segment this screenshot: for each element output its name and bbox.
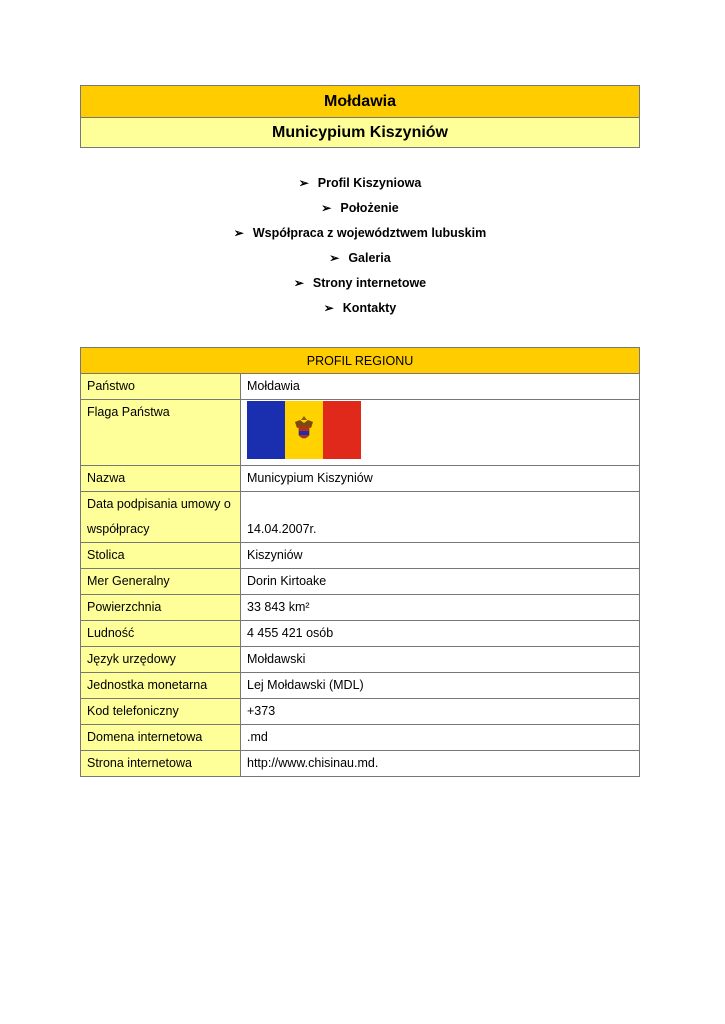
arrow-bullet-icon: ➢	[233, 225, 244, 240]
arrow-bullet-icon: ➢	[323, 300, 334, 315]
menu-item-gallery[interactable]: ➢ Galeria	[329, 250, 391, 265]
row-label: Stolica	[81, 543, 241, 569]
region-profile-table	[80, 347, 640, 777]
region-title: Municypium Kiszyniów	[81, 118, 639, 147]
table-row	[81, 374, 640, 400]
row-label: Strona internetowa	[81, 751, 241, 777]
row-label: Mer Generalny	[81, 569, 241, 595]
row-value: Dorin Kirtoake	[241, 569, 640, 595]
section-menu	[80, 170, 640, 320]
row-value: Mołdawski	[241, 647, 640, 673]
row-label: Państwo	[81, 374, 241, 400]
row-label: Język urzędowy	[81, 647, 241, 673]
row-label: Kod telefoniczny	[81, 699, 241, 725]
menu-item-cooperation[interactable]: ➢ Współpraca z województwem lubuskim	[233, 225, 487, 240]
row-value: Kiszyniów	[241, 543, 640, 569]
table-row	[81, 466, 640, 492]
menu-item-location[interactable]: ➢ Położenie	[321, 200, 399, 215]
table-row	[81, 543, 640, 569]
row-value: 14.04.2007r.	[241, 492, 640, 543]
row-value: Mołdawia	[241, 374, 640, 400]
website-link[interactable]: http://www.chisinau.md.	[241, 751, 640, 777]
table-row	[81, 699, 640, 725]
arrow-bullet-icon: ➢	[293, 275, 304, 290]
row-value: +373	[241, 699, 640, 725]
table-row	[81, 595, 640, 621]
row-label: Domena internetowa	[81, 725, 241, 751]
table-row	[81, 400, 640, 466]
row-label: Jednostka monetarna	[81, 673, 241, 699]
menu-item-profile[interactable]: ➢ Profil Kiszyniowa	[298, 175, 422, 190]
table-row	[81, 569, 640, 595]
row-value: .md	[241, 725, 640, 751]
row-value: Lej Mołdawski (MDL)	[241, 673, 640, 699]
row-label: Flaga Państwa	[81, 400, 241, 466]
row-label: Nazwa	[81, 466, 241, 492]
row-value: 33 843 km²	[241, 595, 640, 621]
row-label: Powierzchnia	[81, 595, 241, 621]
country-title: Mołdawia	[81, 86, 639, 118]
row-label: Ludność	[81, 621, 241, 647]
arrow-bullet-icon: ➢	[321, 200, 332, 215]
coat-of-arms-icon	[292, 414, 316, 444]
page-header	[80, 85, 640, 148]
arrow-bullet-icon: ➢	[298, 175, 309, 190]
moldova-flag-image	[247, 401, 361, 459]
table-row	[81, 492, 640, 543]
menu-item-websites[interactable]: ➢ Strony internetowe	[293, 275, 427, 290]
menu-item-contacts[interactable]: ➢ Kontakty	[323, 300, 397, 315]
profile-table-title: PROFIL REGIONU	[81, 348, 640, 374]
table-row	[81, 751, 640, 777]
table-row	[81, 621, 640, 647]
table-row	[81, 647, 640, 673]
arrow-bullet-icon: ➢	[329, 250, 340, 265]
row-label: Data podpisania umowy o współpracy	[81, 492, 241, 543]
row-value: 4 455 421 osób	[241, 621, 640, 647]
flag-cell	[241, 400, 640, 466]
table-row	[81, 673, 640, 699]
row-value: Municypium Kiszyniów	[241, 466, 640, 492]
table-row	[81, 725, 640, 751]
